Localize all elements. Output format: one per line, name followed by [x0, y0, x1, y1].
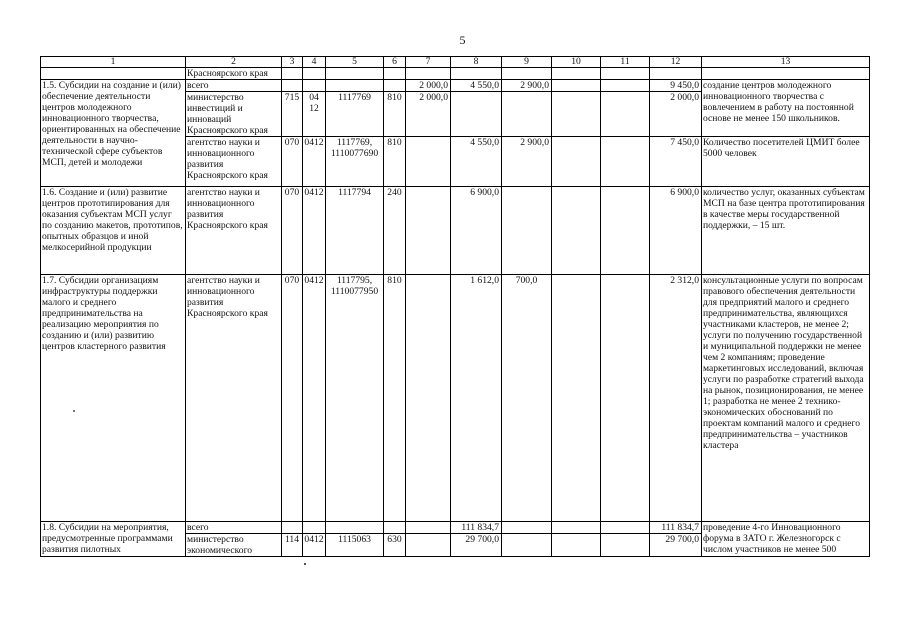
- code-cell: 810: [384, 92, 406, 137]
- code-cell: 810: [384, 275, 406, 522]
- header-cell: 11: [601, 57, 650, 68]
- value-cell: 4 550,0: [451, 80, 502, 92]
- executor-cell: всего: [186, 522, 282, 534]
- header-cell: 2: [186, 57, 282, 68]
- header-cell: 13: [702, 57, 870, 68]
- code-cell: 1117769: [326, 92, 384, 137]
- code-cell: 114: [282, 534, 303, 557]
- result-cell: создание центров молодежного инновационного творчества с вовлечением в работу на постоянной основе не менее 150 школьников.: [702, 80, 870, 137]
- table-row: [41, 187, 870, 275]
- total-cell: 6 900,0: [650, 187, 702, 275]
- value-cell: 111 834,7: [451, 522, 502, 534]
- measure-name-1-5: 1.5. Субсидии на создание и (или) обеспечение деятельности центров молодежного инновационного творчества, ориентированных на обеспечение деятельности в научно-технической сфере субъектов МСП, детей и молодежи: [41, 80, 186, 187]
- value-cell: 2 000,0: [406, 80, 451, 92]
- executor-cell: Красноярского края: [186, 68, 282, 80]
- code-cell: 240: [384, 187, 406, 275]
- code-cell: 0412: [303, 137, 326, 187]
- header-row: [41, 57, 870, 68]
- measure-name-1-7: 1.7. Субсидии организациям инфраструктуры поддержки малого и среднего предпринимательства на реализацию мероприятия по созданию и (или) развитию центров кластерного развития: [41, 275, 186, 522]
- value-cell: 2 000,0: [406, 92, 451, 137]
- value-cell: 1 612,0: [451, 275, 502, 522]
- header-cell: 4: [303, 57, 326, 68]
- table-row: [41, 522, 870, 534]
- executor-cell: агентство науки и инновационного развития Красноярского края: [186, 275, 282, 522]
- table-row: [41, 275, 870, 522]
- result-cell: количество услуг, оказанных субъектам МСП на базе центра прототипирования в качестве меры государственной поддержки, – 15 шт.: [702, 187, 870, 275]
- executor-cell: министерство инвестиций и инноваций Красноярского края: [186, 92, 282, 137]
- header-cell: 6: [384, 57, 406, 68]
- code-cell: 0412: [303, 534, 326, 557]
- executor-cell: агентство науки и инновационного развития Красноярского края: [186, 187, 282, 275]
- code-cell: 070: [282, 187, 303, 275]
- header-cell: 10: [552, 57, 601, 68]
- value-cell: 6 900,0: [451, 187, 502, 275]
- budget-table: [40, 56, 870, 557]
- code-cell: 1117769, 1110077690: [326, 137, 384, 187]
- total-cell: 2 000,0: [650, 92, 702, 137]
- total-cell: 29 700,0: [650, 534, 702, 557]
- code-cell: 070: [282, 275, 303, 522]
- header-cell: 1: [41, 57, 186, 68]
- header-cell: 8: [451, 57, 502, 68]
- code-cell: 810: [384, 137, 406, 187]
- executor-cell: министерство экономического: [186, 534, 282, 557]
- code-cell: 0412: [303, 275, 326, 522]
- header-cell: 9: [502, 57, 552, 68]
- value-cell: 2 900,0: [502, 80, 552, 92]
- result-cell: Количество посетителей ЦМИТ более 5000 человек: [702, 137, 870, 187]
- code-cell: 070: [282, 137, 303, 187]
- result-cell: консультационные услуги по вопросам правового обеспечения деятельности для предприятий малого и среднего предпринимательства, являющихся участниками кластеров, не менее 2; услуги по получению государственной и муниципальной поддержки не менее чем 2 компаниям; проведение маркетинговых исследований, включая услуги по разработке стратегий выхода на рынок, позиционирования, не менее 1; разработка не менее 2 технико-экономических обоснований по проектам компаний малого и среднего предпринимательства – участников кластера: [702, 275, 870, 522]
- scan-speck: [304, 563, 306, 565]
- header-cell: 12: [650, 57, 702, 68]
- executor-cell: всего: [186, 80, 282, 92]
- header-cell: 7: [406, 57, 451, 68]
- total-cell: 9 450,0: [650, 80, 702, 92]
- total-cell: 111 834,7: [650, 522, 702, 534]
- measure-name-1-6: 1.6. Создание и (или) развитие центров прототипирования для оказания субъектам МСП услуг по созданию макетов, прототипов, опытных образцов и иной мелкосерийной продукции: [41, 187, 186, 275]
- value-cell: 700,0: [502, 275, 552, 522]
- code-cell: 0412: [303, 187, 326, 275]
- total-cell: 2 312,0: [650, 275, 702, 522]
- code-cell: 715: [282, 92, 303, 137]
- code-cell: 1117795, 1110077950: [326, 275, 384, 522]
- table-row: [41, 80, 870, 92]
- header-cell: 3: [282, 57, 303, 68]
- result-cell: проведение 4-го Инновационного форума в ЗАТО г. Железногорск с числом участников не менее 500: [702, 522, 870, 557]
- measure-name-1-8: 1.8. Субсидии на мероприятия, предусмотренные программами развития пилотных: [41, 522, 186, 557]
- executor-cell: агентство науки и инновационного развития Красноярского края: [186, 137, 282, 187]
- scan-speck: [73, 410, 75, 412]
- value-cell: 29 700,0: [451, 534, 502, 557]
- code-cell: 1115063: [326, 534, 384, 557]
- table-row: [41, 68, 870, 80]
- code-cell: 1117794: [326, 187, 384, 275]
- value-cell: 4 550,0: [451, 137, 502, 187]
- total-cell: 7 450,0: [650, 137, 702, 187]
- value-cell: 2 900,0: [502, 137, 552, 187]
- header-cell: 5: [326, 57, 384, 68]
- code-cell: 630: [384, 534, 406, 557]
- code-cell: 04 12: [303, 92, 326, 137]
- page-number: 5: [459, 33, 466, 47]
